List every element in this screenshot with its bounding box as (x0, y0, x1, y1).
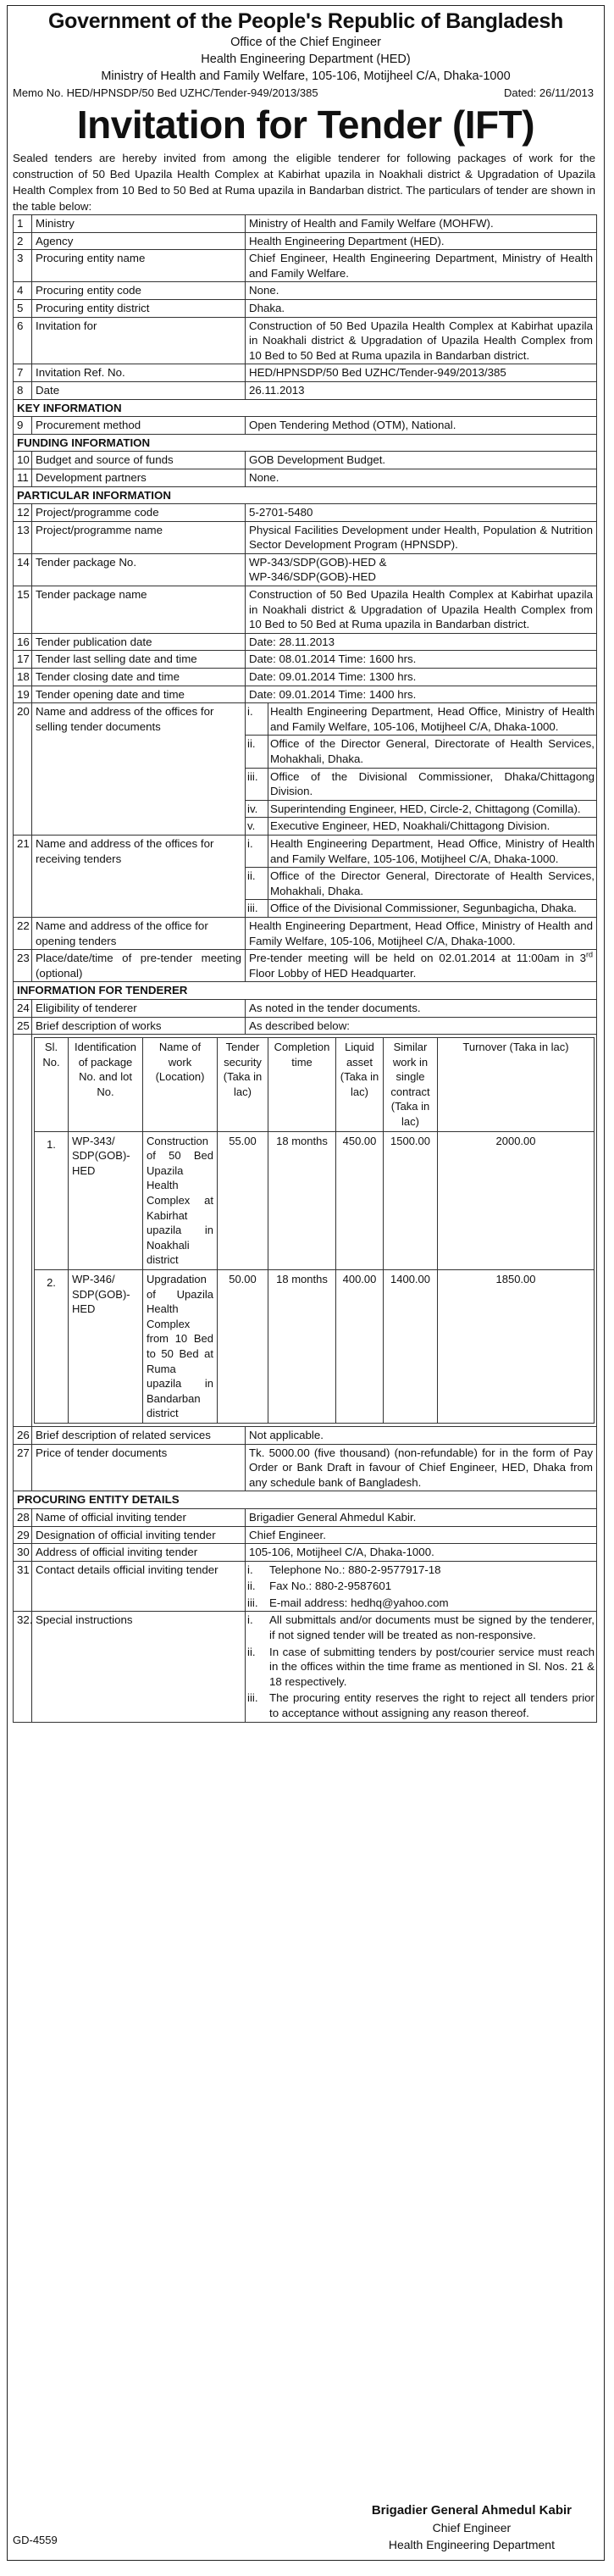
section-heading: FUNDING INFORMATION (14, 434, 597, 452)
instructions-list (246, 1612, 596, 1721)
instructions-cell (246, 1612, 597, 1722)
works-column-header: Completion time (268, 1038, 336, 1132)
table-row: 13 Project/programme name Physical Facilities Development under Health, Population & Nutrition Sector Development Program (HPNSDP). (14, 521, 597, 553)
table-row: 3 Procuring entity name Chief Engineer, Health Engineering Department, Ministry of Health and Family Welfare. (14, 250, 597, 282)
list-item: ii. In case of submitting tenders by post/courier service must reach in the offices within the time frame as mentioned in Sl. Nos. 21 & 18 respectively. (247, 1645, 595, 1688)
works-column-header: Liquid asset (Taka in lac) (336, 1038, 384, 1132)
list-item: v. Executive Engineer, HED, Noakhali/Chittagong Division. (246, 818, 596, 835)
table-row: 10 Budget and source of funds GOB Development Budget. (14, 452, 597, 469)
table-row: 12 Project/programme code 5-2701-5480 (14, 504, 597, 522)
memo-number: Memo No. HED/HPNSDP/50 Bed UZHC/Tender-949/2013/385 (13, 86, 318, 99)
table-row: 14 Tender package No. WP-343/SDP(GOB)-HED & WP-346/SDP(GOB)-HED (14, 553, 597, 586)
works-table-row: 2. WP-346/ SDP(GOB)- HED Upgradation of Upazila Health Complex from 10 Bed to 50 Bed at Ruma upazila in Bandarban district 50.00 18 months 400.00 1400.00 1850.00 (35, 1270, 595, 1424)
notice-header (8, 9, 604, 85)
section-heading: PARTICULAR INFORMATION (14, 486, 597, 504)
memo-date: Dated: 26/11/2013 (503, 86, 594, 99)
list-item: i. Health Engineering Department, Head Office, Ministry of Health and Family Welfare, 105-106, Motijheel C/A, Dhaka-1000. (246, 703, 596, 736)
footer-code: GD-4559 (13, 2534, 58, 2546)
table-row: 25 Brief description of works As described below: (14, 1017, 597, 1035)
table-row: 16 Tender publication date Date: 28.11.2013 (14, 633, 597, 651)
list-item: i. All submittals and/or documents must be signed by the tenderer, if not signed tender will be treated as non-responsive. (247, 1613, 595, 1642)
tender-notice-page (7, 5, 605, 2561)
works-column-header: Turnover (Taka in lac) (438, 1038, 595, 1132)
table-row: 4 Procuring entity code None. (14, 282, 597, 300)
works-header-row (35, 1038, 595, 1132)
table-row: 22 Name and address of the office for opening tenders Health Engineering Department, Head Office, Ministry of Health and Family Welfare, 105-106, Motijheel C/A, Dhaka-1000. (14, 917, 597, 949)
table-row: 5 Procuring entity district Dhaka. (14, 299, 597, 317)
table-row: 27 Price of tender documents Tk. 5000.00 (five thousand) (non-refundable) for in the form of Pay Order or Bank Draft in favour of Chief Engineer, HED, Dhaka from any schedule bank of Bangladesh. (14, 1444, 597, 1491)
table-row: 17 Tender last selling date and time Date: 08.01.2014 Time: 1600 hrs. (14, 651, 597, 669)
works-table (34, 1037, 595, 1424)
list-item: iii. The procuring entity reserves the right to reject all tenders prior to acceptance without assigning any reason thereof. (247, 1691, 595, 1720)
office-list-cell (246, 835, 597, 917)
office-list-cell (246, 703, 597, 836)
table-row: 26 Brief description of related services Not applicable. (14, 1426, 597, 1444)
list-item: i. Telephone No.: 880-2-9577917-18 (247, 1563, 441, 1576)
works-column-header: Identification of package No. and lot No. (69, 1038, 143, 1132)
list-item: ii. Office of the Director General, Directorate of Health Services, Mohakhali, Dhaka. (246, 868, 596, 900)
table-row: 24 Eligibility of tenderer As noted in the tender documents. (14, 999, 597, 1017)
signatory-designation: Chief Engineer (432, 2521, 512, 2534)
table-row: 32. Special instructions i. All submittals and/or documents must be signed by the tenderer, if not signed tender will be treated as non-responsive. ii. In case of submitting tenders by post/courier service must reach in the offices within the time frame as mentioned in Sl. Nos. 21 & 18 respectively. iii. The procuring entity reserves the right to reject all tenders prior to acceptance without assigning any reason thereof. (14, 1612, 597, 1722)
ministry-address: Ministry of Health and Family Welfare, 105-106, Motijheel C/A, Dhaka-1000 (101, 69, 511, 83)
table-row: 29 Designation of official inviting tender Chief Engineer. (14, 1526, 597, 1544)
section-heading: PROCURING ENTITY DETAILS (14, 1491, 597, 1509)
page-title: Invitation for Tender (IFT) (76, 103, 535, 147)
memo-line (8, 85, 604, 99)
table-row: 9 Procurement method Open Tendering Method (OTM), National. (14, 417, 597, 435)
table-row: 19 Tender opening date and time Date: 09.01.2014 Time: 1400 hrs. (14, 686, 597, 703)
list-item: ii. Fax No.: 880-2-9587601 (247, 1579, 392, 1593)
table-row: 8 Date 26.11.2013 (14, 381, 597, 399)
table-row: 30 Address of official inviting tender 105-106, Motijheel C/A, Dhaka-1000. (14, 1544, 597, 1562)
table-row: 11 Development partners None. (14, 469, 597, 486)
works-row (14, 1035, 597, 1427)
office-list (246, 836, 596, 917)
department-name: Health Engineering Department (HED) (201, 53, 411, 66)
works-column-header: Name of work (Location) (143, 1038, 218, 1132)
table-row: 18 Tender closing date and time Date: 09.01.2014 Time: 1300 hrs. (14, 669, 597, 686)
table-row: 2 Agency Health Engineering Department (HED). (14, 232, 597, 250)
list-item: i. Health Engineering Department, Head Office, Ministry of Health and Family Welfare, 105-106, Motijheel C/A, Dhaka-1000. (246, 836, 596, 868)
signatory-department: Health Engineering Department (388, 2538, 555, 2551)
table-row: 6 Invitation for Construction of 50 Bed Upazila Health Complex at Kabirhat upazila in Noakhali district & Upgradation of Upazila Health Complex from 10 Bed to 50 Bed at Ruma upazila in Bandarban district. (14, 317, 597, 364)
works-column-header: Tender security (Taka in lac) (218, 1038, 268, 1132)
office-list (246, 703, 596, 835)
table-row: 28 Name of official inviting tender Brigadier General Ahmedul Kabir. (14, 1508, 597, 1526)
office-name: Office of the Chief Engineer (230, 36, 381, 49)
table-row: 23 Place/date/time of pre-tender meeting (optional) Pre-tender meeting will be held on 02.01.2014 at 11:00am in 3rd Floor Lobby of HED Headquarter. (14, 950, 597, 982)
table-row: 15 Tender package name Construction of 50 Bed Upazila Health Complex at Kabirhat upazila in Noakhali district & Upgradation of Upazila Health Complex from 10 Bed to 50 Bed at Ruma upazila in Bandarban district. (14, 586, 597, 634)
table-row: 1 Ministry Ministry of Health and Family Welfare (MOHFW). (14, 215, 597, 233)
contact-list (246, 1562, 596, 1612)
contact-list-cell (246, 1561, 597, 1612)
table-row: 7 Invitation Ref. No. HED/HPNSDP/50 Bed UZHC/Tender-949/2013/385 (14, 364, 597, 382)
section-heading: KEY INFORMATION (14, 399, 597, 417)
works-column-header: Sl. No. (35, 1038, 69, 1132)
government-title: Government of the People's Republic of Bangladesh (47, 9, 563, 33)
intro-paragraph: Sealed tenders are hereby invited from among the eligible tenderer for following packages of work for the construction of 50 Bed Upazila Health Complex at Kabirhat upazila in Noakhali district & Upgradation of Upazila Health Complex from 10 Bed to 50 Bed at Ruma upazila in Bandarban district. The particulars of tender are shown in the table below: (13, 152, 595, 213)
pre-tender-meeting-value: Pre-tender meeting will be held on 02.01.2014 at 11:00am in 3rd Floor Lobby of HED Headquarter. (246, 950, 597, 982)
signatory-name: Brigadier General Ahmedul Kabir (371, 2503, 572, 2518)
works-column-header: Similar work in single contract (Taka in lac) (384, 1038, 438, 1132)
tender-particulars-table (13, 214, 597, 1723)
table-row: 21 Name and address of the offices for receiving tenders i. Health Engineering Department, Head Office, Ministry of Health and Family Welfare, 105-106, Motijheel C/A, Dhaka-1000. ii. Office of the Director General, Directorate of Health Services, Mohakhali, Dhaka. iii. Office of the Divisional Commissioner, Segunbagicha, Dhaka. (14, 835, 597, 917)
list-item: iii. Office of the Divisional Commissioner, Segunbagicha, Dhaka. (246, 900, 596, 917)
signature-block (372, 2502, 572, 2553)
section-heading: INFORMATION FOR TENDERER (14, 982, 597, 1000)
works-table-row: 1. WP-343/ SDP(GOB)- HED Construction of 50 Bed Upazila Health Complex at Kabirhat upazila in Noakhali district 55.00 18 months 450.00 1500.00 2000.00 (35, 1131, 595, 1269)
list-item: iii. Office of the Divisional Commissioner, Dhaka/Chittagong Division. (246, 768, 596, 800)
table-row: 20 Name and address of the offices for selling tender documents i. Health Engineering Department, Head Office, Ministry of Health and Family Welfare, 105-106, Motijheel C/A, Dhaka-1000. ii. Office of the Director General, Directorate of Health Services, Mohakhali, Dhaka. iii. Office of the Divisional Commissioner, Dhaka/Chittagong Division. iv. Superintending Engineer, HED, Circle-2, Chittagong (Comilla). v. Executive Engineer, HED, Noakhali/Chittagong Division. (14, 703, 597, 836)
list-item: iv. Superintending Engineer, HED, Circle-2, Chittagong (Comilla). (246, 800, 596, 818)
list-item: iii. E-mail address: hedhq@yahoo.com (247, 1596, 449, 1609)
list-item: ii. Office of the Director General, Directorate of Health Services, Mohakhali, Dhaka. (246, 736, 596, 768)
table-row: 31 Contact details official inviting tender i. Telephone No.: 880-2-9577917-18 ii. Fax No.: 880-2-9587601 iii. E-mail address: hedhq@yahoo.com (14, 1561, 597, 1612)
